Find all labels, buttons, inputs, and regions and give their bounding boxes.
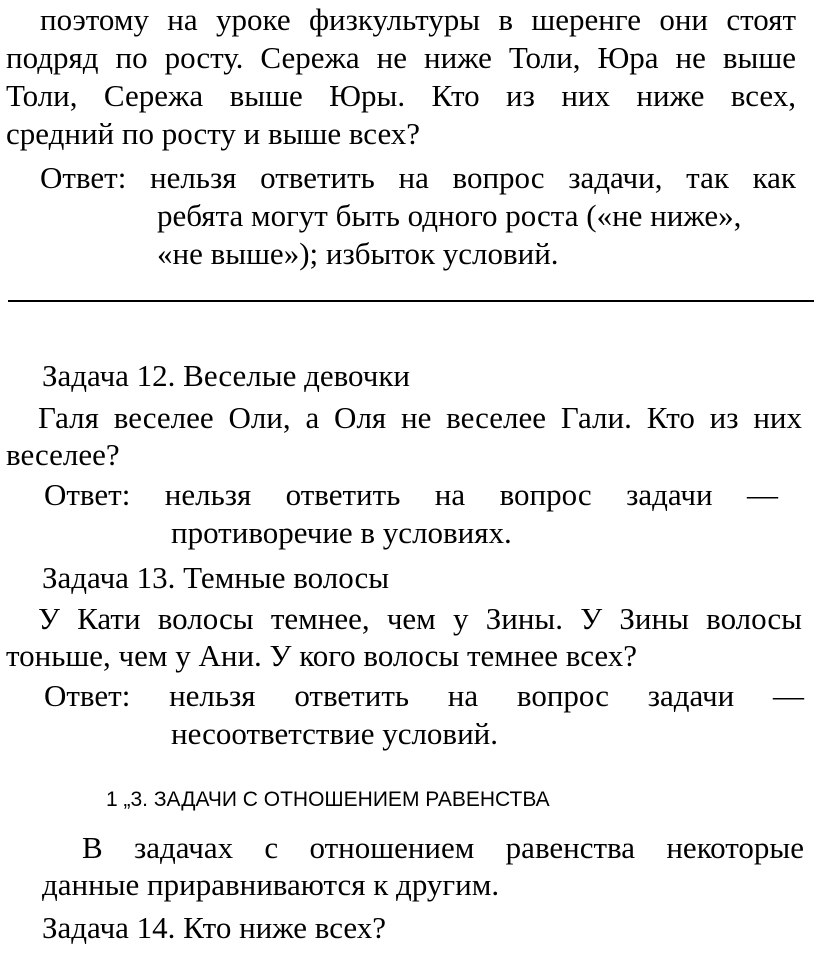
task12-line-2: веселее? <box>6 437 120 472</box>
section-heading: 1 „3. ЗАДАЧИ С ОТНОШЕНИЕМ РАВЕНСТВА <box>106 788 550 811</box>
task13-line-1: У Кати волосы темнее, чем у Зины. У Зины волосы <box>38 601 802 636</box>
task14-title: Задача 14. Кто ниже всех? <box>42 910 386 945</box>
task12-line-1: Галя веселее Оли, а Оля не веселее Гали. Кто из них <box>38 400 802 435</box>
section-line-2: данные приравниваются к другим. <box>42 867 500 902</box>
task12-title: Задача 12. Веселые девочки <box>42 358 410 393</box>
answer11-line-1: Ответ: нельзя ответить на вопрос задачи, так как <box>40 160 796 195</box>
intro-line-2: подряд по росту. Сережа не ниже Толи, Юра не выше <box>6 40 796 75</box>
intro-line-1: поэтому на уроке физкультуры в шеренге они стоят <box>40 2 796 37</box>
intro-line-3: Толи, Сережа выше Юры. Кто из них ниже всех, <box>6 78 796 113</box>
intro-line-4: средний по росту и выше всех? <box>6 116 421 151</box>
answer13-line-2: несоответствие условий. <box>171 716 498 751</box>
answer12-line-1: Ответ: нельзя ответить на вопрос задачи — <box>44 477 778 512</box>
answer11-line-2: ребята могут быть одного роста («не ниже», <box>157 198 742 233</box>
task13-title: Задача 13. Темные волосы <box>42 560 390 595</box>
horizontal-divider <box>8 300 814 302</box>
answer13-line-1: Ответ: нельзя ответить на вопрос задачи — <box>44 678 804 713</box>
task13-line-2: тоньше, чем у Ани. У кого волосы темнее всех? <box>6 638 637 673</box>
answer11-line-3: «не выше»); избыток условий. <box>157 236 559 271</box>
answer12-line-2: противоречие в условиях. <box>171 515 512 550</box>
section-line-1: В задачах с отношением равенства некоторые <box>82 830 804 865</box>
